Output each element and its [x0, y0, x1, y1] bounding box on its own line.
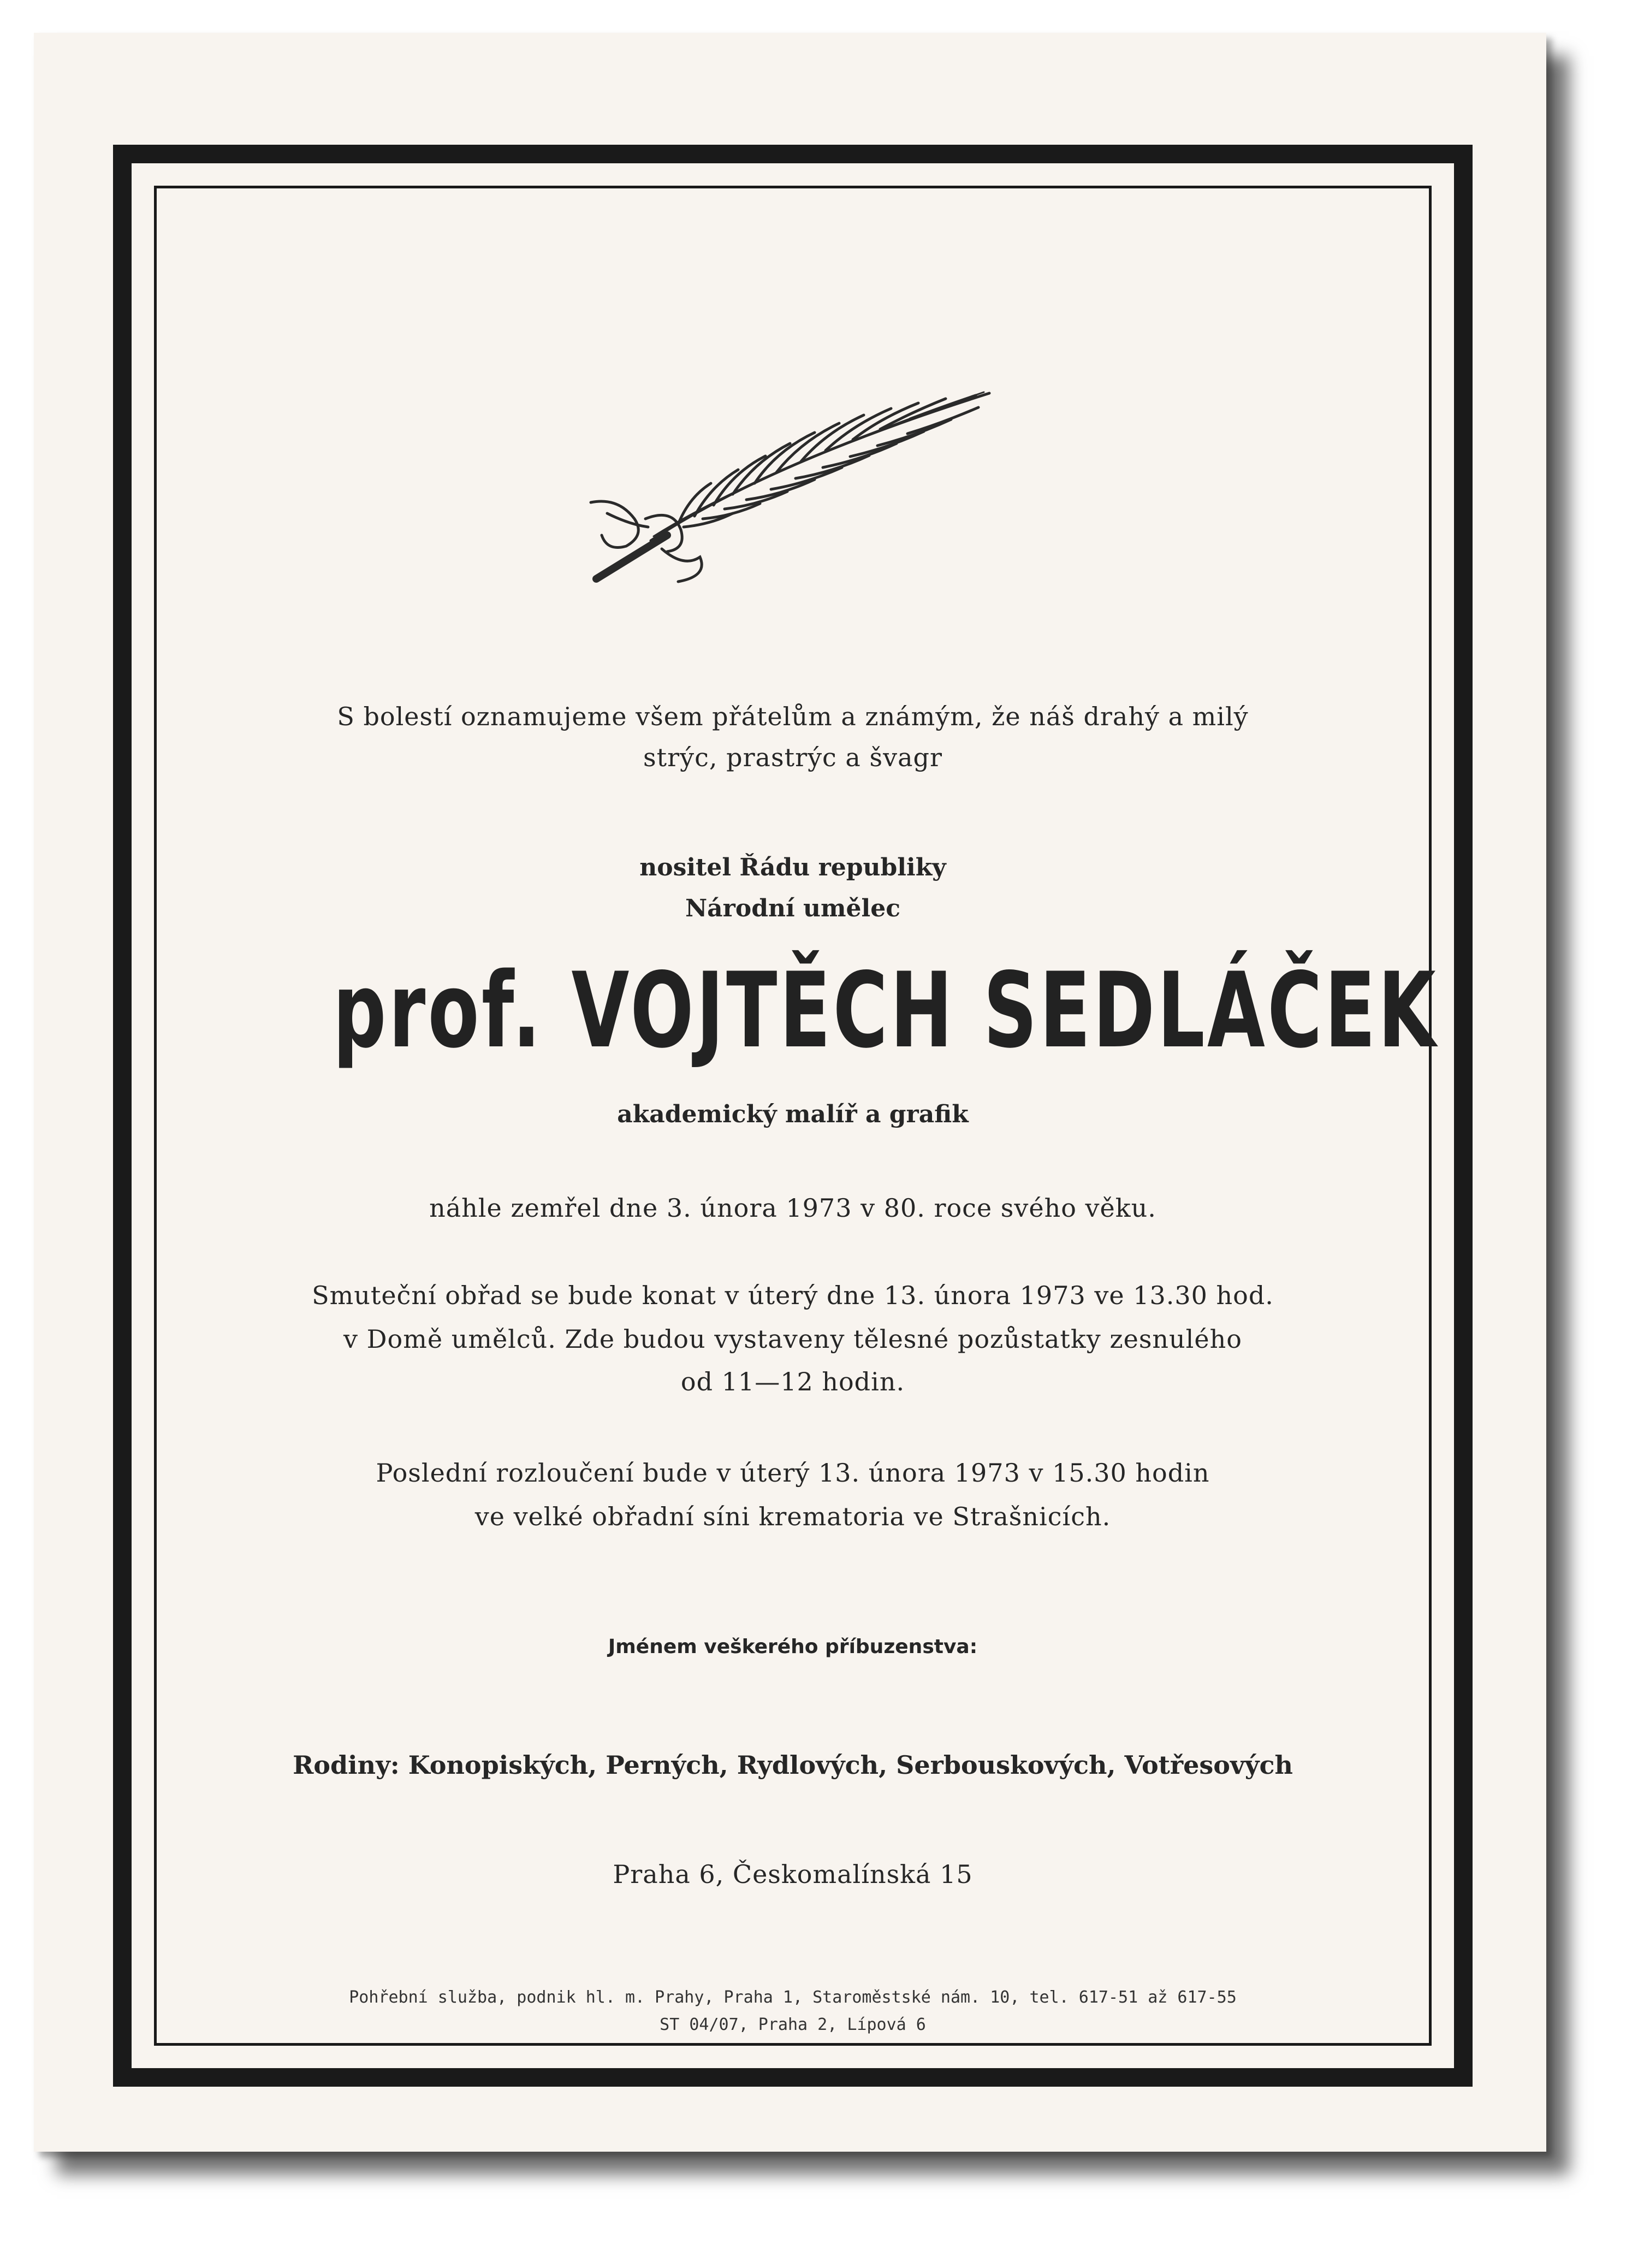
intro-line-1: S bolestí oznamujeme všem přátelům a známým, že náš drahý a milý: [337, 702, 1249, 731]
honor-national-artist: Národní umělec: [685, 895, 901, 922]
farewell-line-1: Poslední rozloučení bude v úterý 13. února 1973 v 15.30 hodin: [376, 1458, 1210, 1488]
funeral-service-footer-1: Pohřební služba, podnik hl. m. Prahy, Praha 1, Staroměstské nám. 10, tel. 617-51 až 617-55: [349, 1988, 1237, 2007]
ceremony-line-3: od 11—12 hodin.: [680, 1367, 905, 1396]
obituary-sheet: [34, 33, 1546, 2152]
intro-line-2: strýc, prastrýc a švagr: [643, 743, 942, 772]
profession: akademický malíř a grafik: [617, 1100, 969, 1128]
address: Praha 6, Českomalínská 15: [613, 1860, 973, 1889]
on-behalf-of-family: Jménem veškerého příbuzenstva:: [608, 1636, 978, 1658]
funeral-service-footer-2: ST 04/07, Praha 2, Lípová 6: [660, 2015, 926, 2034]
ceremony-line-2: v Domě umělců. Zde budou vystaveny tělesné pozůstatky zesnulého: [343, 1324, 1242, 1354]
honor-order-republic: nositel Řádu republiky: [639, 854, 946, 881]
ceremony-line-1: Smuteční obřad se bude konat v úterý dne 13. února 1973 ve 13.30 hod.: [312, 1281, 1274, 1310]
deceased-name: prof. VOJTĚCH SEDLÁČEK: [333, 950, 1439, 1071]
death-announcement: náhle zemřel dne 3. února 1973 v 80. roce svého věku.: [429, 1193, 1156, 1223]
families-list: Rodiny: Konopiských, Perných, Rydlových, Serbouskových, Votřesových: [293, 1750, 1293, 1780]
palm-branch-icon: [585, 360, 1006, 590]
farewell-line-2: ve velké obřadní síni krematoria ve Strašnicích.: [474, 1502, 1111, 1531]
